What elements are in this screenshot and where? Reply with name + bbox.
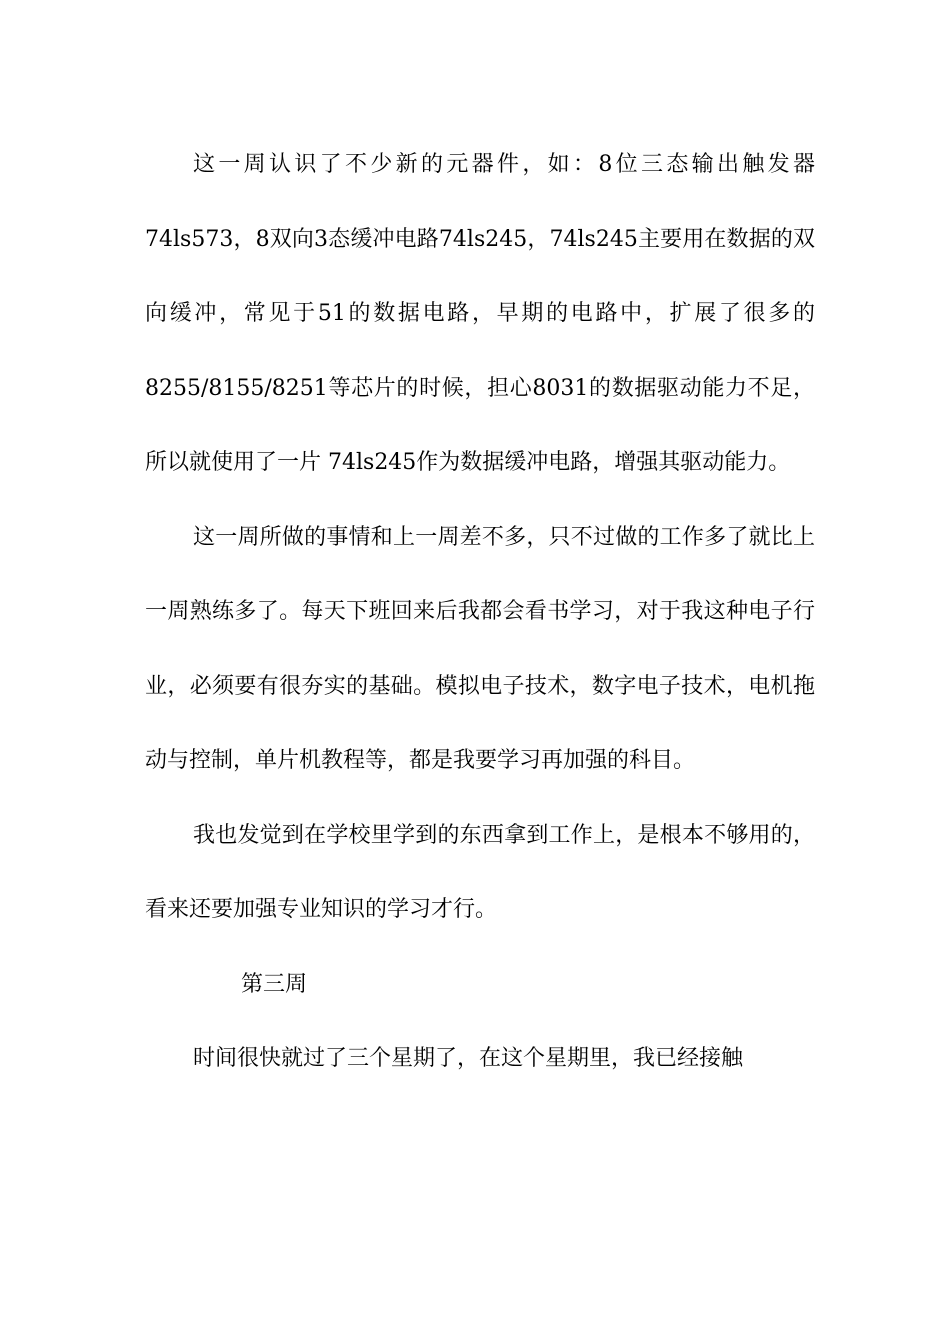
paragraph-weekly-work: 这一周所做的事情和上一周差不多，只不过做的工作多了就比上一周熟练多了。每天下班回来后我都会看书学习，对于我这种电子行业，必须要有很夯实的基础。模拟电子技术，数字电子技术，电机拖动与控制，单片机教程等，都是我要学习再加强的科目。 — [145, 524, 815, 773]
section-heading-week-three: 第三周 — [241, 971, 308, 997]
paragraph-components: 这一周认识了不少新的元器件，如：8位三态输出触发器74ls573，8双向3态缓冲电路74ls245，74ls245主要用在数据的双向缓冲，常见于51的数据电路，早期的电路中，扩展了很多的8255/8155/8251等芯片的时候，担心8031的数据驱动能力不足，所以就使用了一片 74ls245作为数据缓冲电路，增强其驱动能力。 — [145, 152, 815, 475]
document-body — [145, 128, 815, 1097]
paragraph-week-three-intro: 时间很快就过了三个星期了，在这个星期里，我已经接触 — [193, 1046, 744, 1071]
paragraph-school-knowledge: 我也发觉到在学校里学到的东西拿到工作上，是根本不够用的，看来还要加强专业知识的学习才行。 — [145, 822, 815, 922]
